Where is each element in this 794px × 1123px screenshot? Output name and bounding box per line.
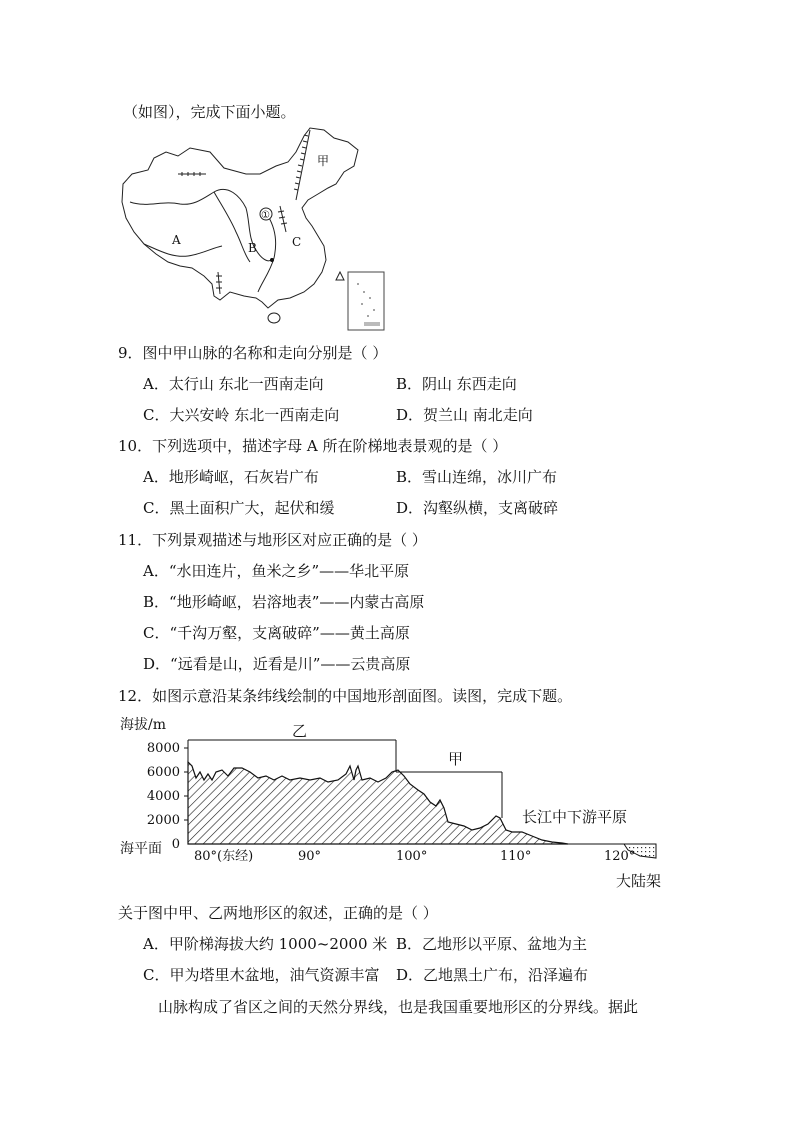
terrain-profile <box>112 714 692 894</box>
q12-option-a[interactable]: A．甲阶梯海拔大约 1000~2000 米 <box>143 935 388 953</box>
label-plain: 长江中下游平原 <box>522 808 628 826</box>
q12-option-b[interactable]: B．乙地形以平原、盆地为主 <box>396 935 588 953</box>
label-shelf: 大陆架 <box>616 872 662 890</box>
q9-option-b[interactable]: B．阴山 东西走向 <box>396 375 517 393</box>
q10-option-a[interactable]: A．地形崎岖，石灰岩广布 <box>143 468 319 486</box>
q10-stem: 10．下列选项中，描述字母 A 所在阶梯地表景观的是（ ） <box>118 437 508 455</box>
q11-option-b[interactable]: B．“地形崎岖，岩溶地表”——内蒙古高原 <box>143 593 425 611</box>
map-label-1: ① <box>261 210 270 221</box>
q9-option-d[interactable]: D．贺兰山 南北走向 <box>396 406 533 424</box>
ytick-2000: 2000 <box>146 813 180 828</box>
map-label-a: A <box>172 233 181 247</box>
sea-level-label: 海平面 <box>120 841 162 857</box>
q12-option-d[interactable]: D．乙地黑土广布，沿泽遍布 <box>396 966 589 984</box>
ytick-8000: 8000 <box>146 741 180 756</box>
q10-option-b[interactable]: B．雪山连绵，冰川广布 <box>396 468 558 486</box>
q9-option-a[interactable]: A．太行山 东北一西南走向 <box>143 375 324 393</box>
q9-stem: 9．图中甲山脉的名称和走向分别是（ ） <box>118 344 388 362</box>
xtick-120: 120° <box>604 849 636 864</box>
q11-option-a[interactable]: A．“水田连片，鱼米之乡”——华北平原 <box>143 562 410 580</box>
profile-ylabel: 海拔/m <box>120 717 166 733</box>
q10-option-d[interactable]: D．沟壑纵横，支离破碎 <box>396 499 559 517</box>
q12-option-c[interactable]: C．甲为塔里木盆地，油气资源丰富 <box>143 966 380 984</box>
map-label-c: C <box>292 235 302 249</box>
footer-text: 山脉构成了省区之间的天然分界线，也是我国重要地形区的分界线。据此 <box>158 998 639 1016</box>
q12-stem: 12．如图示意沿某条纬线绘制的中国地形剖面图。读图，完成下题。 <box>118 687 573 705</box>
q11-option-c[interactable]: C．“千沟万壑，支离破碎”——黄土高原 <box>143 624 410 642</box>
xtick-110: 110° <box>500 849 532 864</box>
ytick-4000: 4000 <box>146 789 180 804</box>
map-label-jia: 甲 <box>317 154 330 168</box>
label-jia: 甲 <box>448 750 464 768</box>
q11-option-d[interactable]: D．“远看是山，近看是川”——云贵高原 <box>143 655 411 673</box>
china-map <box>118 122 388 334</box>
xtick-80: 80°(东经) <box>194 849 254 864</box>
xtick-90: 90° <box>298 849 322 864</box>
q9-option-c[interactable]: C．大兴安岭 东北一西南走向 <box>143 406 340 424</box>
q12-stem2: 关于图中甲、乙两地形区的叙述，正确的是（ ） <box>118 904 438 922</box>
q10-option-c[interactable]: C．黑土面积广大，起伏和缓 <box>143 499 335 517</box>
terrain-area <box>188 762 568 844</box>
q11-stem: 11．下列景观描述与地形区对应正确的是（ ） <box>118 531 427 549</box>
south-china-sea-inset <box>348 272 384 330</box>
map-label-b: B <box>248 241 257 255</box>
label-yi: 乙 <box>292 722 308 740</box>
ytick-0: 0 <box>171 837 180 852</box>
intro-text: （如图），完成下面小题。 <box>123 103 296 121</box>
ytick-6000: 6000 <box>146 765 180 780</box>
xtick-100: 100° <box>396 849 428 864</box>
